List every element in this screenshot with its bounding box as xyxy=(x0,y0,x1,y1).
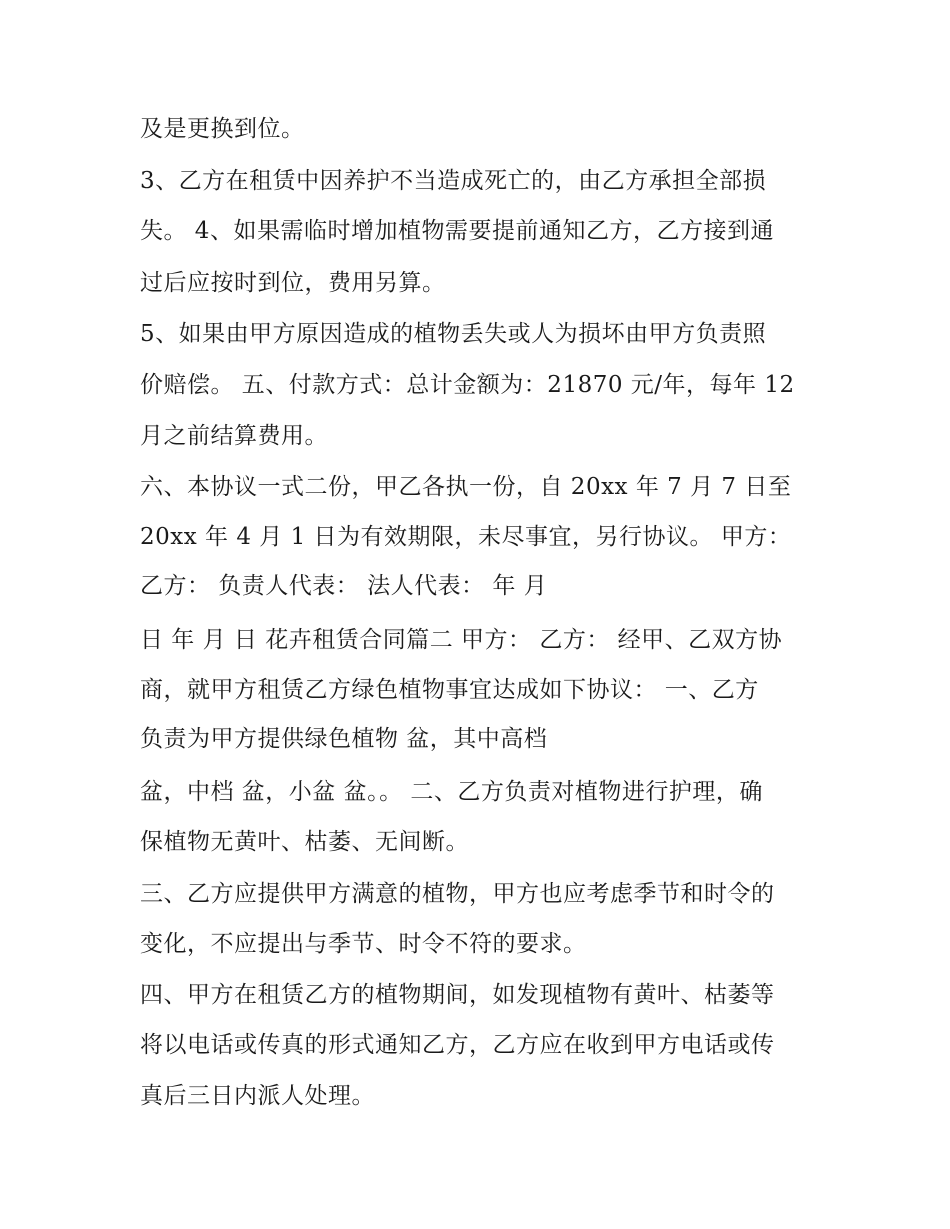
text-line-16: 三、乙方应提供甲方满意的植物，甲方也应考虑季节和时令的 xyxy=(140,881,775,907)
text-line-9: 20xx 年 4 月 1 日为有效期限，未尽事宜，另行协议。 甲方： xyxy=(140,524,792,550)
text-line-17: 变化，不应提出与季节、时令不符的要求。 xyxy=(140,931,587,957)
text-line-7: 月之前结算费用。 xyxy=(140,423,328,449)
text-line-20: 真后三日内派人处理。 xyxy=(140,1083,375,1109)
text-line-18: 四、甲方在租赁乙方的植物期间，如发现植物有黄叶、枯萎等 xyxy=(140,982,775,1008)
text-line-14: 盆，中档 盆，小盆 盆。。 二、乙方负责对植物进行护理，确 xyxy=(140,779,763,805)
text-line-15: 保植物无黄叶、枯萎、无间断。 xyxy=(140,829,469,855)
text-line-8: 六、本协议一式二份，甲乙各执一份，自 20xx 年 7 月 7 日至 xyxy=(140,474,792,500)
text-line-19: 将以电话或传真的形式通知乙方，乙方应在收到甲方电话或传 xyxy=(140,1032,775,1058)
text-line-6: 价赔偿。 五、付款方式：总计金额为：21870 元/年，每年 12 xyxy=(140,372,795,398)
text-line-2: 3、乙方在租赁中因养护不当造成死亡的，由乙方承担全部损 xyxy=(140,168,767,194)
text-line-3: 失。 4、如果需临时增加植物需要提前通知乙方，乙方接到通 xyxy=(140,218,774,244)
text-line-5: 5、如果由甲方原因造成的植物丢失或人为损坏由甲方负责照 xyxy=(140,321,767,347)
text-line-1: 及是更换到位。 xyxy=(140,116,305,142)
text-line-13: 负责为甲方提供绿色植物 盆，其中高档 xyxy=(140,726,548,752)
text-line-4: 过后应按时到位，费用另算。 xyxy=(140,270,446,296)
text-line-10: 乙方： 负责人代表： 法人代表： 年 月 xyxy=(140,573,548,599)
text-line-11: 日 年 月 日 花卉租赁合同篇二 甲方： 乙方： 经甲、乙双方协 xyxy=(140,627,783,653)
text-line-12: 商，就甲方租赁乙方绿色植物事宜达成如下协议： 一、乙方 xyxy=(140,677,759,703)
